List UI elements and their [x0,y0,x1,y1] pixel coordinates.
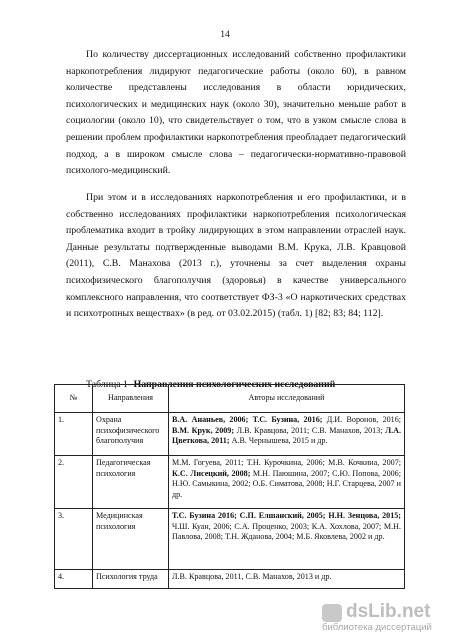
watermark-subtitle: библиотека диссертаций [322,622,432,633]
row-authors: Л.В. Кравцова, 2011, С.В. Манахов, 2013 и др. [169,570,405,589]
header-authors: Авторы исследований [169,385,405,413]
table-row [55,570,405,589]
row-number: 3. [55,509,93,570]
table-row [55,509,405,570]
body-paragraph-2: При этом и в исследованиях наркопотребления и его профилактики, и в собственно исследованиях профилактики наркопотребления психологическая проблематика входит в тройку лидирующих в этом направлении отраслей наук. Данные результаты подтвержденные выводами В.М. Крука, Л.В. Кравцовой (2011), С.В. Манахова (2013 г.), уточнены за счет выделения охраны психофизического благополучия (здоровья) в качестве универсального комплексного направления, что соответствует ФЗ-3 «О наркотических средствах и психотропных веществах» (в ред. от 03.02.2015) (табл. 1) [82; 83; 84; 112]. [66,192,406,320]
row-direction: Медицинская психология [93,509,169,570]
table-caption-title: Направления психологических исследований [133,379,336,390]
header-direction: Направления [93,385,169,413]
research-directions-table [54,384,405,589]
header-number: № [55,385,93,413]
table-row [55,413,405,456]
row-direction: Психология труда [93,570,169,589]
row-number: 4. [55,570,93,589]
row-authors: Т.С. Бузина 2016; С.П. Елшанский, 2005; Н.Н. Зенцова, 2015; Ч.Ш. Куан, 2006; С.А. Проценко, 2003; К.А. Хохлова, 2007; М.Н. Павлова, 2008; Т.Н. Жданова, 2004; М.Б. Яковлева, 2002 и др. [169,509,405,570]
page-number: 14 [220,30,230,40]
row-direction: Педагогическая психология [93,456,169,509]
table-row [55,456,405,509]
table-header-row [55,385,405,413]
row-authors: В.А. Ананьев, 2006; Т.С. Бузина, 2016; Д.И. Воронов, 2016; В.М. Крук, 2009; Л.В. Кравцова, 2011; С.В. Манахов, 2013; Л.А. Цветкова, 2011; А.В. Чернышева, 2015 и др. [169,413,405,456]
table-caption-prefix: Таблица 1- [86,379,134,390]
row-authors: М.М. Гогуева, 2011; Т.Н. Курочкина, 2006; М.В. Кочкина, 2007; К.С. Лисецкий, 2008; М.Н. Паюшина, 2007; С.Ю. Попова, 2006; Н.Ю. Самыкина, 2002; О.Б. Симатова, 2008; Н.Г. Старцева, 2007 и др. [169,456,405,509]
watermark-logo-text: dsLib.net [346,601,431,622]
row-number: 1. [55,413,93,456]
body-paragraph-1: По количеству диссертационных исследований собственно профилактики наркопотребления лидируют педагогические работы (около 60), в равном количестве представлены исследования в области юридических, психологических и медицинских наук (около 30), значительно меньше работ в социологии (около 10), что свидетельствует о том, что в узком смысле слова в решении проблем профилактики наркопотребления преобладает педагогический подход, а в широком смысле слова – педагогически-нормативно-правовой психолого-медицинский. [66,49,406,177]
row-direction: Охрана психофизического благополучия [93,413,169,456]
row-number: 2. [55,456,93,509]
dslib-watermark[interactable] [322,602,442,633]
dslib-logo-icon [322,604,342,622]
